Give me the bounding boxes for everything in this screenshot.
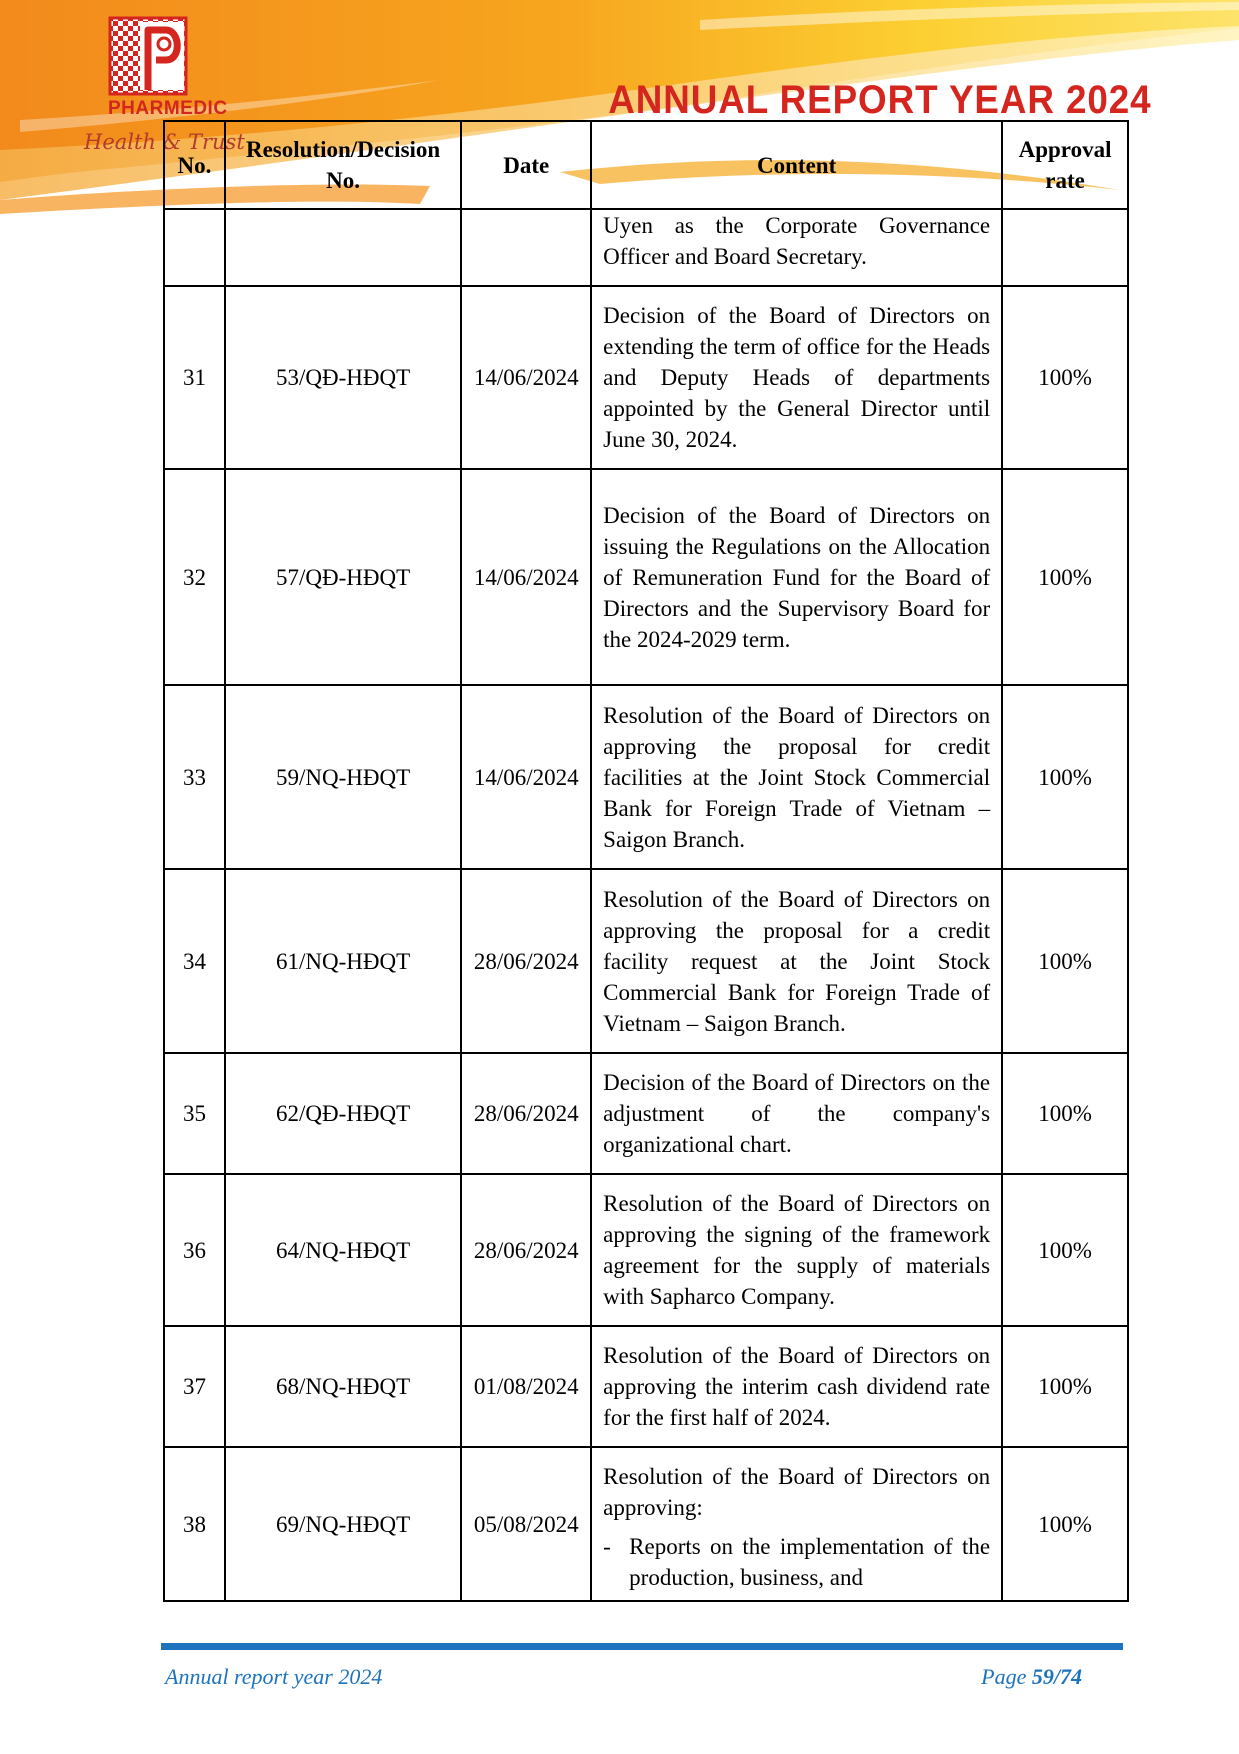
cell-resolution-no: 53/QĐ-HĐQT (225, 286, 461, 469)
table-row (164, 286, 1128, 469)
column-header-approval-rate: Approval rate (1002, 121, 1128, 209)
footer-report-label: Annual report year 2024 (165, 1664, 383, 1689)
cell-resolution-no: 64/NQ-HĐQT (225, 1174, 461, 1326)
cell-approval-rate: 100% (1002, 1326, 1128, 1447)
cell-date (461, 209, 591, 286)
bullet-text: Reports on the implementation of the production, business, and (629, 1534, 991, 1590)
table-row (164, 869, 1128, 1053)
cell-resolution-no: 69/NQ-HĐQT (225, 1447, 461, 1601)
table-row-continued (164, 209, 1128, 286)
table-row (164, 1053, 1128, 1174)
cell-approval-rate: 100% (1002, 869, 1128, 1053)
cell-no: 31 (164, 286, 225, 469)
cell-content (591, 1447, 1002, 1601)
cell-approval-rate: 100% (1002, 286, 1128, 469)
content-intro: Resolution of the Board of Directors on approving: (603, 1464, 991, 1520)
cell-no: 38 (164, 1447, 225, 1601)
column-header-no: No. (164, 121, 225, 209)
cell-content: Resolution of the Board of Directors on approving the interim cash dividend rate for the first half of 2024. (591, 1326, 1002, 1447)
cell-date: 28/06/2024 (461, 1053, 591, 1174)
cell-no: 36 (164, 1174, 225, 1326)
cell-no: 37 (164, 1326, 225, 1447)
cell-resolution-no (225, 209, 461, 286)
cell-content: Resolution of the Board of Directors on approving the proposal for credit facilities at the Joint Stock Commercial Bank for Foreign Trade of Vietnam – Saigon Branch. (591, 685, 1002, 869)
cell-resolution-no: 62/QĐ-HĐQT (225, 1053, 461, 1174)
cell-no: 32 (164, 469, 225, 685)
column-header-date: Date (461, 121, 591, 209)
cell-content: Resolution of the Board of Directors on approving the proposal for a credit facility request at the Joint Stock Commercial Bank for Foreign Trade of Vietnam – Saigon Branch. (591, 869, 1002, 1053)
cell-date: 14/06/2024 (461, 685, 591, 869)
page-label: Page (981, 1664, 1032, 1689)
cell-approval-rate: 100% (1002, 1174, 1128, 1326)
column-header-resolution-no: Resolution/Decision No. (225, 121, 461, 209)
cell-resolution-no: 59/NQ-HĐQT (225, 685, 461, 869)
table-row (164, 1447, 1128, 1601)
footer-divider (161, 1643, 1123, 1650)
cell-no: 33 (164, 685, 225, 869)
cell-approval-rate (1002, 209, 1128, 286)
column-header-content: Content (591, 121, 1002, 209)
table-row (164, 1174, 1128, 1326)
cell-content: Resolution of the Board of Directors on approving the signing of the framework agreement for the supply of materials with Sapharco Company. (591, 1174, 1002, 1326)
footer-page-indicator (981, 1664, 1082, 1690)
table-row (164, 1326, 1128, 1447)
cell-no: 35 (164, 1053, 225, 1174)
cell-date: 01/08/2024 (461, 1326, 591, 1447)
report-title: ANNUAL REPORT YEAR 2024 (608, 78, 1152, 122)
logo-brand-name: PHARMEDIC (108, 98, 228, 119)
bullet-dash: - (603, 1534, 611, 1559)
cell-content: Decision of the Board of Directors on issuing the Regulations on the Allocation of Remuneration Fund for the Board of Directors and the Supervisory Board for the 2024-2029 term. (591, 469, 1002, 685)
cell-approval-rate: 100% (1002, 685, 1128, 869)
cell-content: Decision of the Board of Directors on the adjustment of the company's organizational chart. (591, 1053, 1002, 1174)
cell-approval-rate: 100% (1002, 1053, 1128, 1174)
cell-no: 34 (164, 869, 225, 1053)
page-number: 59/74 (1031, 1664, 1082, 1689)
cell-date: 14/06/2024 (461, 286, 591, 469)
table-header-row (164, 121, 1128, 209)
resolutions-table (163, 120, 1129, 1602)
content-bullet-item (603, 1531, 990, 1593)
table-row (164, 469, 1128, 685)
table-row (164, 685, 1128, 869)
logo-emblem-icon (108, 16, 188, 96)
cell-date: 05/08/2024 (461, 1447, 591, 1601)
cell-date: 28/06/2024 (461, 1174, 591, 1326)
cell-content: Decision of the Board of Directors on extending the term of office for the Heads and Deputy Heads of departments appointed by the General Director until June 30, 2024. (591, 286, 1002, 469)
cell-no (164, 209, 225, 286)
cell-content: Uyen as the Corporate Governance Officer and Board Secretary. (591, 209, 1002, 286)
cell-approval-rate: 100% (1002, 469, 1128, 685)
logo-tagline: Health & Trust (84, 130, 245, 154)
cell-approval-rate: 100% (1002, 1447, 1128, 1601)
cell-resolution-no: 57/QĐ-HĐQT (225, 469, 461, 685)
cell-resolution-no: 68/NQ-HĐQT (225, 1326, 461, 1447)
cell-date: 28/06/2024 (461, 869, 591, 1053)
cell-resolution-no: 61/NQ-HĐQT (225, 869, 461, 1053)
cell-date: 14/06/2024 (461, 469, 591, 685)
